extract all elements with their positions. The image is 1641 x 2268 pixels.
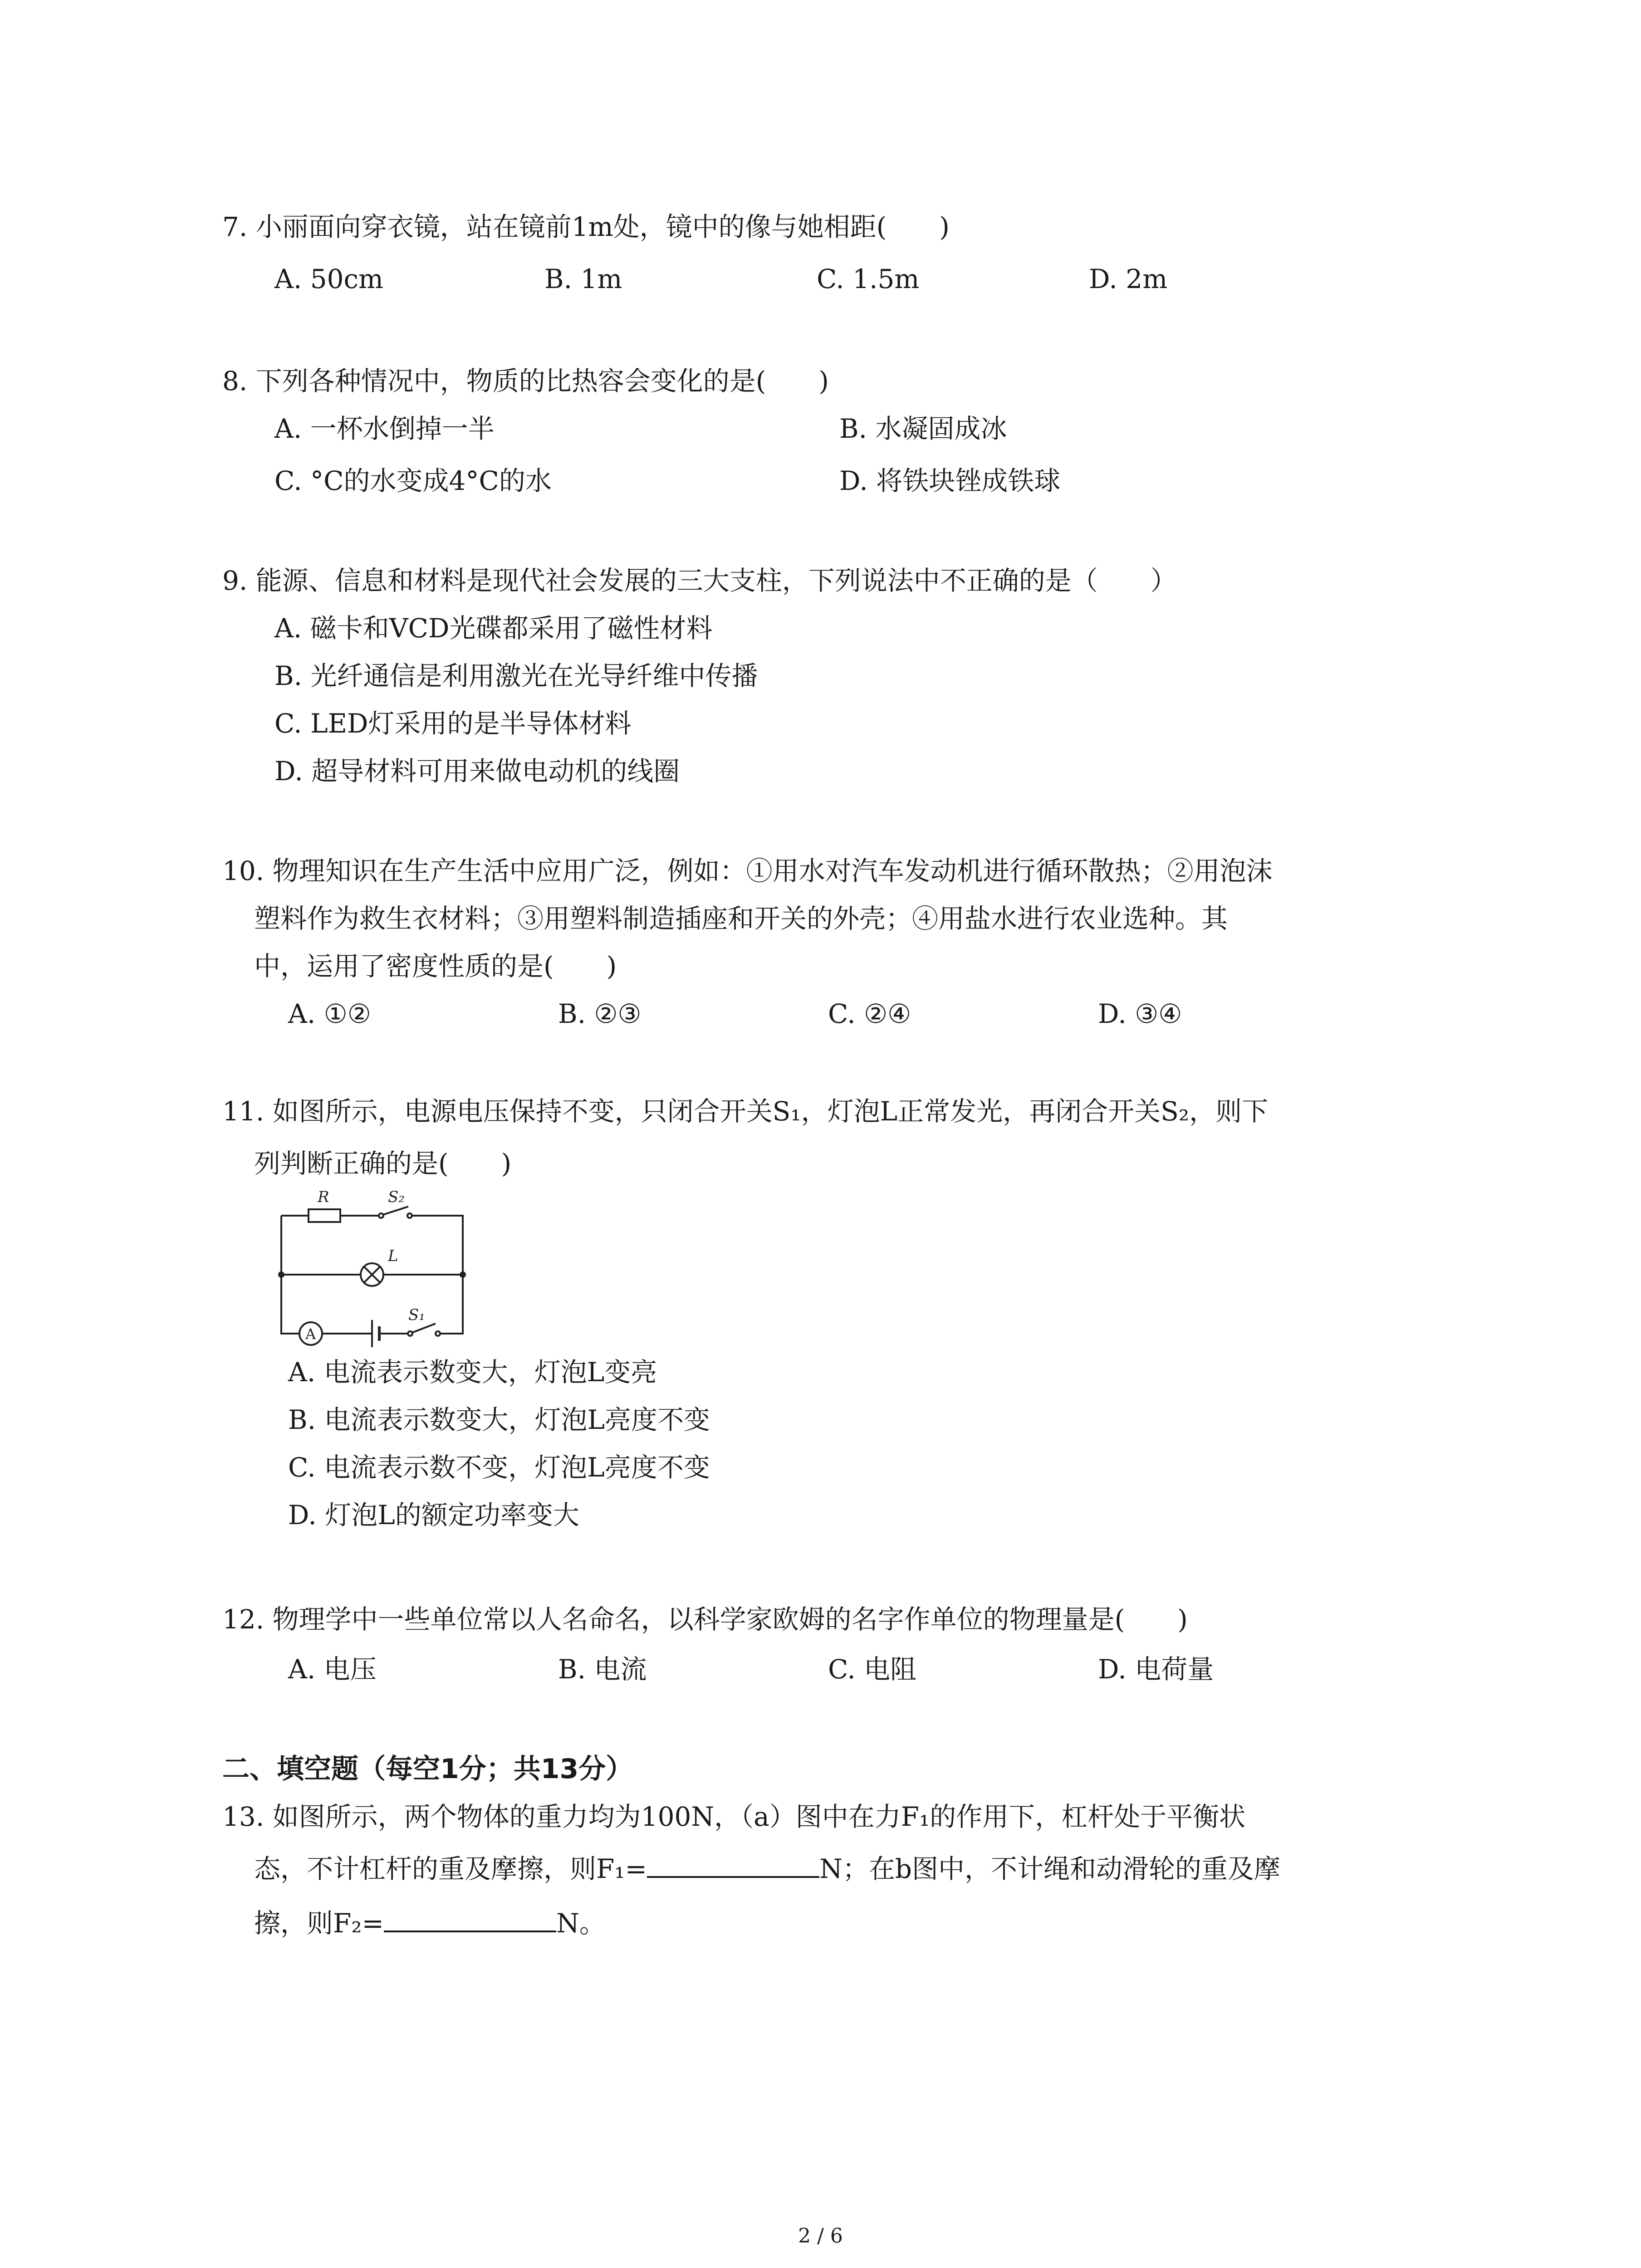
answer-blank-f1[interactable] <box>647 1851 819 1878</box>
q13-line2 <box>254 1851 1280 1887</box>
q8-option-a: A. 一杯水倒掉一半 <box>274 413 495 444</box>
q7-option-a: A. 50cm <box>274 264 384 294</box>
answer-blank-f2[interactable] <box>384 1905 556 1932</box>
q8-option-d: D. 将铁块锉成铁球 <box>839 465 1061 496</box>
q7-option-b: B. 1m <box>544 264 622 294</box>
q10-stem-line2: 塑料作为救生衣材料；③用塑料制造插座和开关的外壳；④用盐水进行农业选种。其 <box>254 903 1228 934</box>
q10-stem-line3: 中，运用了密度性质的是( ) <box>254 951 617 982</box>
q12-stem: 12. 物理学中一些单位常以人名命名，以科学家欧姆的名字作单位的物理量是( ) <box>222 1604 1188 1635</box>
q10-stem-line1: 10. 物理知识在生产生活中应用广泛，例如：①用水对汽车发动机进行循环散热；②用泡沫 <box>222 855 1273 886</box>
circuit-label-ammeter: A <box>305 1325 316 1343</box>
q7-option-c: C. 1.5m <box>817 264 920 294</box>
q8-option-b: B. 水凝固成冰 <box>839 413 1007 444</box>
q10-option-b: B. ②③ <box>558 998 642 1029</box>
circuit-label-s1: S₁ <box>408 1306 425 1324</box>
q11-circuit-diagram <box>272 1184 472 1347</box>
q13-line3-end: N。 <box>556 1908 606 1939</box>
q7-stem: 7. 小丽面向穿衣镜，站在镜前1m处，镜中的像与她相距( ) <box>222 211 950 242</box>
q10-option-d: D. ③④ <box>1098 998 1182 1029</box>
q9-option-d: D. 超导材料可用来做电动机的线圈 <box>274 756 680 787</box>
q11-option-c: C. 电流表示数不变，灯泡L亮度不变 <box>288 1452 710 1483</box>
circuit-label-l: L <box>388 1247 398 1265</box>
q9-stem: 9. 能源、信息和材料是现代社会发展的三大支柱，下列说法中不正确的是（ ） <box>222 565 1177 596</box>
q13-line2-end: N；在b图中，不计绳和动滑轮的重及摩 <box>819 1853 1280 1884</box>
q9-option-a: A. 磁卡和VCD光碟都采用了磁性材料 <box>274 613 713 644</box>
q8-stem: 8. 下列各种情况中，物质的比热容会变化的是( ) <box>222 366 829 396</box>
q12-option-b: B. 电流 <box>558 1654 647 1685</box>
q7-option-d: D. 2m <box>1089 264 1168 294</box>
q11-stem-line2: 列判断正确的是( ) <box>254 1148 512 1179</box>
circuit-label-r: R <box>318 1188 329 1206</box>
q11-option-d: D. 灯泡L的额定功率变大 <box>288 1500 579 1530</box>
q12-option-a: A. 电压 <box>288 1654 377 1685</box>
section-heading: 二、填空题（每空1分；共13分） <box>222 1753 633 1785</box>
q10-option-c: C. ②④ <box>828 998 911 1029</box>
q9-option-b: B. 光纤通信是利用激光在光导纤维中传播 <box>274 660 758 691</box>
q11-option-b: B. 电流表示数变大，灯泡L亮度不变 <box>288 1404 710 1435</box>
q13-line3-start: 擦，则F₂= <box>254 1908 384 1939</box>
q12-option-d: D. 电荷量 <box>1098 1654 1214 1685</box>
q9-option-c: C. LED灯采用的是半导体材料 <box>274 708 632 739</box>
q13-line1: 13. 如图所示，两个物体的重力均为100N，（a）图中在力F₁的作用下，杠杆处于平衡状 <box>222 1801 1246 1832</box>
q11-option-a: A. 电流表示数变大，灯泡L变亮 <box>288 1357 657 1388</box>
q10-option-a: A. ①② <box>288 998 371 1029</box>
q13-line3 <box>254 1905 606 1941</box>
q13-line2-start: 态，不计杠杆的重及摩擦，则F₁= <box>254 1853 647 1884</box>
page-number: 2 / 6 <box>798 2224 843 2248</box>
q12-option-c: C. 电阻 <box>828 1654 917 1685</box>
circuit-label-s2: S₂ <box>388 1188 405 1206</box>
q8-option-c: C. °C的水变成4°C的水 <box>274 465 552 496</box>
q11-stem-line1: 11. 如图所示，电源电压保持不变，只闭合开关S₁，灯泡L正常发光，再闭合开关S₂，则下 <box>222 1096 1269 1127</box>
